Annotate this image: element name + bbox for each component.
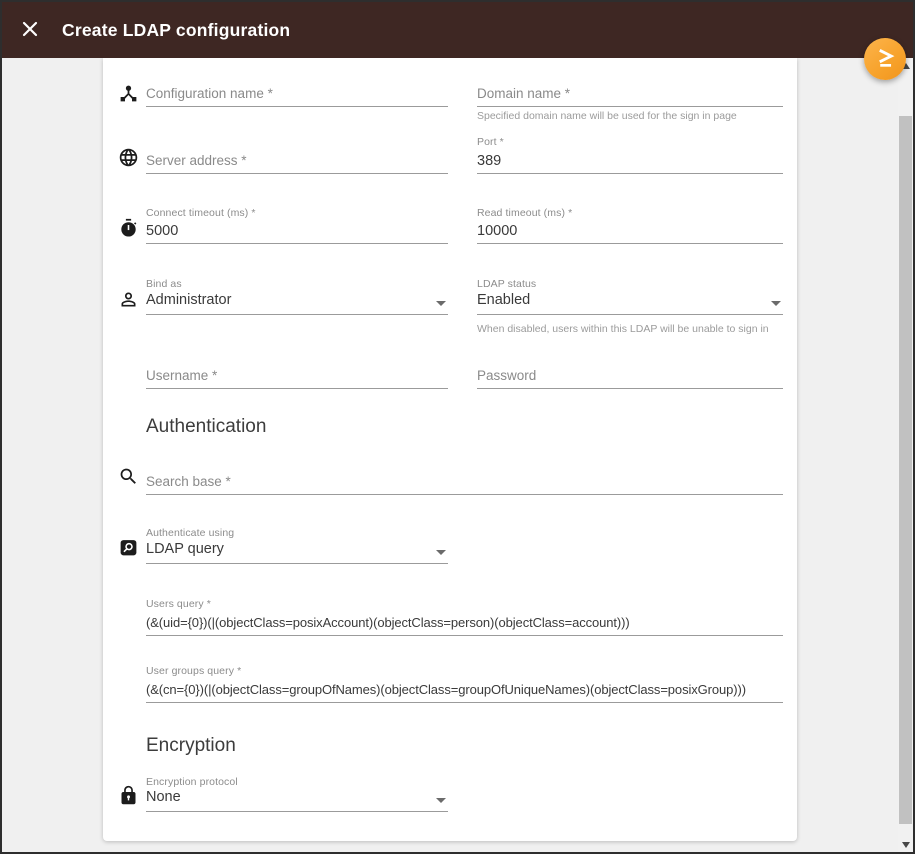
read-timeout-label: Read timeout (ms) *: [477, 207, 573, 219]
ldap-status-helper: When disabled, users within this LDAP will be unable to sign in: [477, 323, 769, 335]
caret-down-icon: [771, 301, 781, 306]
search-base-input[interactable]: [146, 472, 783, 495]
bind-as-label: Bind as: [146, 278, 182, 290]
user-groups-query-label: User groups query *: [146, 665, 242, 677]
bind-as-select[interactable]: [146, 292, 448, 315]
person-icon: [118, 289, 139, 310]
authentication-section-heading: Authentication: [146, 416, 267, 437]
bind-as-value: Administrator: [146, 292, 232, 308]
vertical-scrollbar[interactable]: [898, 58, 913, 852]
search-icon: [118, 466, 139, 487]
username-input[interactable]: [146, 366, 448, 389]
close-button[interactable]: [16, 16, 44, 44]
password-input[interactable]: [477, 366, 783, 389]
ldap-status-label: LDAP status: [477, 278, 537, 290]
encryption-protocol-select[interactable]: [146, 789, 448, 812]
caret-down-icon: [436, 550, 446, 555]
device-hub-icon: [118, 83, 139, 104]
encryption-protocol-value: None: [146, 789, 181, 805]
port-label: Port *: [477, 136, 504, 148]
page-search-icon: [118, 537, 139, 558]
authenticate-using-label: Authenticate using: [146, 527, 235, 539]
lock-icon: [118, 785, 139, 806]
dialog-header: [2, 2, 913, 58]
user-groups-query-input[interactable]: [146, 680, 783, 703]
connect-timeout-label: Connect timeout (ms) *: [146, 207, 256, 219]
ldap-status-value: Enabled: [477, 292, 531, 308]
domain-name-input[interactable]: [477, 84, 783, 107]
ldap-status-select[interactable]: [477, 292, 783, 315]
encryption-section-heading: Encryption: [146, 735, 236, 756]
send-icon: [874, 46, 897, 72]
submit-fab-button[interactable]: [864, 38, 906, 80]
triangle-down-icon: [902, 842, 910, 848]
form-card: [103, 58, 797, 841]
users-query-input[interactable]: [146, 613, 783, 636]
connect-timeout-input[interactable]: [146, 221, 448, 244]
dialog-title: Create LDAP configuration: [62, 20, 291, 40]
scroll-down-button[interactable]: [898, 837, 913, 852]
caret-down-icon: [436, 798, 446, 803]
port-input[interactable]: [477, 151, 783, 174]
users-query-label: Users query *: [146, 598, 211, 610]
scrollbar-thumb[interactable]: [899, 116, 912, 824]
timer-icon: [118, 218, 139, 239]
server-address-input[interactable]: [146, 151, 448, 174]
authenticate-using-select[interactable]: [146, 541, 448, 564]
encryption-protocol-label: Encryption protocol: [146, 776, 238, 788]
close-icon: [18, 29, 42, 44]
authenticate-using-value: LDAP query: [146, 541, 224, 557]
globe-icon: [118, 147, 139, 168]
read-timeout-input[interactable]: [477, 221, 783, 244]
configuration-name-input[interactable]: [146, 84, 448, 107]
caret-down-icon: [436, 301, 446, 306]
domain-name-helper: Specified domain name will be used for the sign in page: [477, 110, 737, 122]
